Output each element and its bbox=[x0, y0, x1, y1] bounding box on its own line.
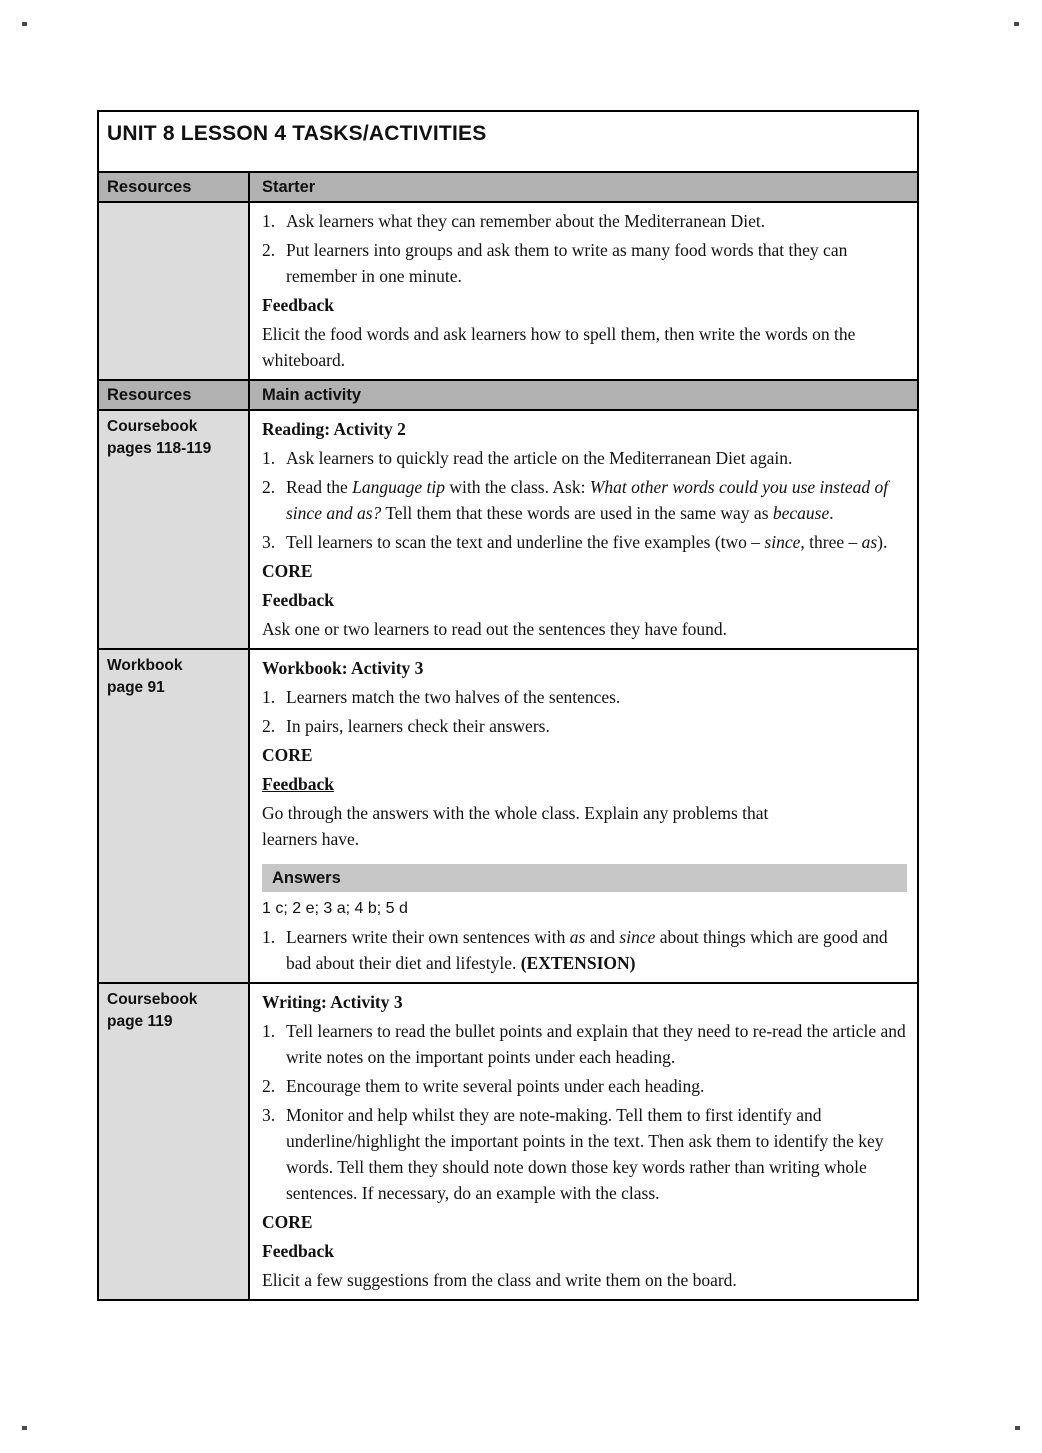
starter-resource-cell bbox=[99, 203, 250, 379]
answers-bar: Answers bbox=[262, 864, 907, 892]
writing-content-cell bbox=[250, 984, 917, 1299]
crop-mark-top-left bbox=[22, 22, 27, 26]
item-number: 1. bbox=[262, 687, 276, 707]
starter-content-cell bbox=[250, 203, 917, 379]
item-number: 2. bbox=[262, 716, 276, 736]
core-label: CORE bbox=[262, 745, 313, 765]
item-number: 2. bbox=[262, 1076, 276, 1096]
list-item bbox=[262, 924, 907, 976]
list-item bbox=[262, 529, 907, 555]
list-item bbox=[262, 1073, 907, 1099]
item-text: Read the Language tip with the class. Ask: What other words could you use instead of since and as? Tell them that these words are used in the same way as because. bbox=[286, 477, 889, 523]
feedback-text: Ask one or two learners to read out the sentences they have found. bbox=[262, 619, 728, 639]
list-item bbox=[262, 208, 907, 234]
lesson-plan-table bbox=[97, 110, 919, 1301]
item-text: Ask learners what they can remember about the Mediterranean Diet. bbox=[286, 211, 766, 231]
activity-heading: Reading: Activity 2 bbox=[262, 419, 406, 439]
resource-line: Workbook bbox=[107, 657, 183, 674]
item-number: 1. bbox=[262, 448, 276, 468]
resource-line: page 91 bbox=[107, 679, 165, 696]
workbook-resource-cell bbox=[99, 650, 250, 982]
item-text: Ask learners to quickly read the article on the Mediterranean Diet again. bbox=[286, 448, 793, 468]
core-label: CORE bbox=[262, 561, 313, 581]
item-text: Learners match the two halves of the sentences. bbox=[286, 687, 621, 707]
feedback-label: Feedback bbox=[262, 1241, 334, 1261]
item-text: Encourage them to write several points under each heading. bbox=[286, 1076, 705, 1096]
feedback-label: Feedback bbox=[262, 774, 334, 794]
list-item bbox=[262, 713, 907, 739]
item-number: 3. bbox=[262, 532, 276, 552]
workbook-body-row bbox=[99, 648, 917, 982]
item-number: 3. bbox=[262, 1105, 276, 1125]
list-item bbox=[262, 684, 907, 710]
item-text: Monitor and help whilst they are note-making. Tell them to first identify and underline/highlight the important points in the text. Then ask them to identify the key words. Tell them they should note down those key words rather than writing whole sentences. If necessary, do an example with the class. bbox=[286, 1105, 884, 1203]
item-text: Learners write their own sentences with as and since about things which are good and bad about their diet and lifestyle. (EXTENSION) bbox=[286, 927, 888, 973]
resources-header: Resources bbox=[99, 173, 250, 201]
feedback-label: Feedback bbox=[262, 295, 334, 315]
resource-line: pages 118-119 bbox=[107, 440, 212, 457]
starter-header-row bbox=[99, 171, 917, 201]
activity-heading: Writing: Activity 3 bbox=[262, 992, 403, 1012]
feedback-text: Elicit a few suggestions from the class and write them on the board. bbox=[262, 1270, 737, 1290]
resources-header: Resources bbox=[99, 381, 250, 409]
main-activity-header: Main activity bbox=[250, 381, 917, 409]
starter-header: Starter bbox=[250, 173, 917, 201]
workbook-content-cell bbox=[250, 650, 917, 982]
feedback-label: Feedback bbox=[262, 590, 334, 610]
resource-line: Coursebook bbox=[107, 418, 198, 435]
writing-resource-cell bbox=[99, 984, 250, 1299]
feedback-text: Elicit the food words and ask learners how to spell them, then write the words on the whiteboard. bbox=[262, 324, 856, 370]
item-number: 2. bbox=[262, 477, 276, 497]
crop-mark-bottom-right bbox=[1015, 1426, 1020, 1430]
activity-heading: Workbook: Activity 3 bbox=[262, 658, 424, 678]
item-number: 1. bbox=[262, 1021, 276, 1041]
main-activity-header-row bbox=[99, 379, 917, 409]
page-title: UNIT 8 LESSON 4 TASKS/ACTIVITIES bbox=[107, 122, 487, 145]
title-row bbox=[99, 112, 917, 171]
crop-mark-top-right bbox=[1014, 22, 1019, 26]
item-number: 2. bbox=[262, 240, 276, 260]
item-number: 1. bbox=[262, 927, 276, 947]
list-item bbox=[262, 1018, 907, 1070]
list-item bbox=[262, 474, 907, 526]
list-item bbox=[262, 237, 907, 289]
reading-resource-cell bbox=[99, 411, 250, 648]
writing-body-row bbox=[99, 982, 917, 1299]
answers-key: 1 c; 2 e; 3 a; 4 b; 5 d bbox=[262, 900, 408, 917]
crop-mark-bottom-left bbox=[22, 1426, 27, 1430]
item-text: In pairs, learners check their answers. bbox=[286, 716, 550, 736]
feedback-text: Go through the answers with the whole class. Explain any problems that learners have. bbox=[262, 803, 769, 849]
reading-body-row bbox=[99, 409, 917, 648]
item-number: 1. bbox=[262, 211, 276, 231]
list-item bbox=[262, 1102, 907, 1206]
resource-line: page 119 bbox=[107, 1013, 173, 1030]
starter-body-row bbox=[99, 201, 917, 379]
reading-content-cell bbox=[250, 411, 917, 648]
item-text: Tell learners to read the bullet points and explain that they need to re-read the article and write notes on the important points under each heading. bbox=[286, 1021, 906, 1067]
item-text: Tell learners to scan the text and underline the five examples (two – since, three – as). bbox=[286, 532, 888, 552]
item-text: Put learners into groups and ask them to write as many food words that they can remember in one minute. bbox=[286, 240, 848, 286]
list-item bbox=[262, 445, 907, 471]
core-label: CORE bbox=[262, 1212, 313, 1232]
resource-line: Coursebook bbox=[107, 991, 198, 1008]
